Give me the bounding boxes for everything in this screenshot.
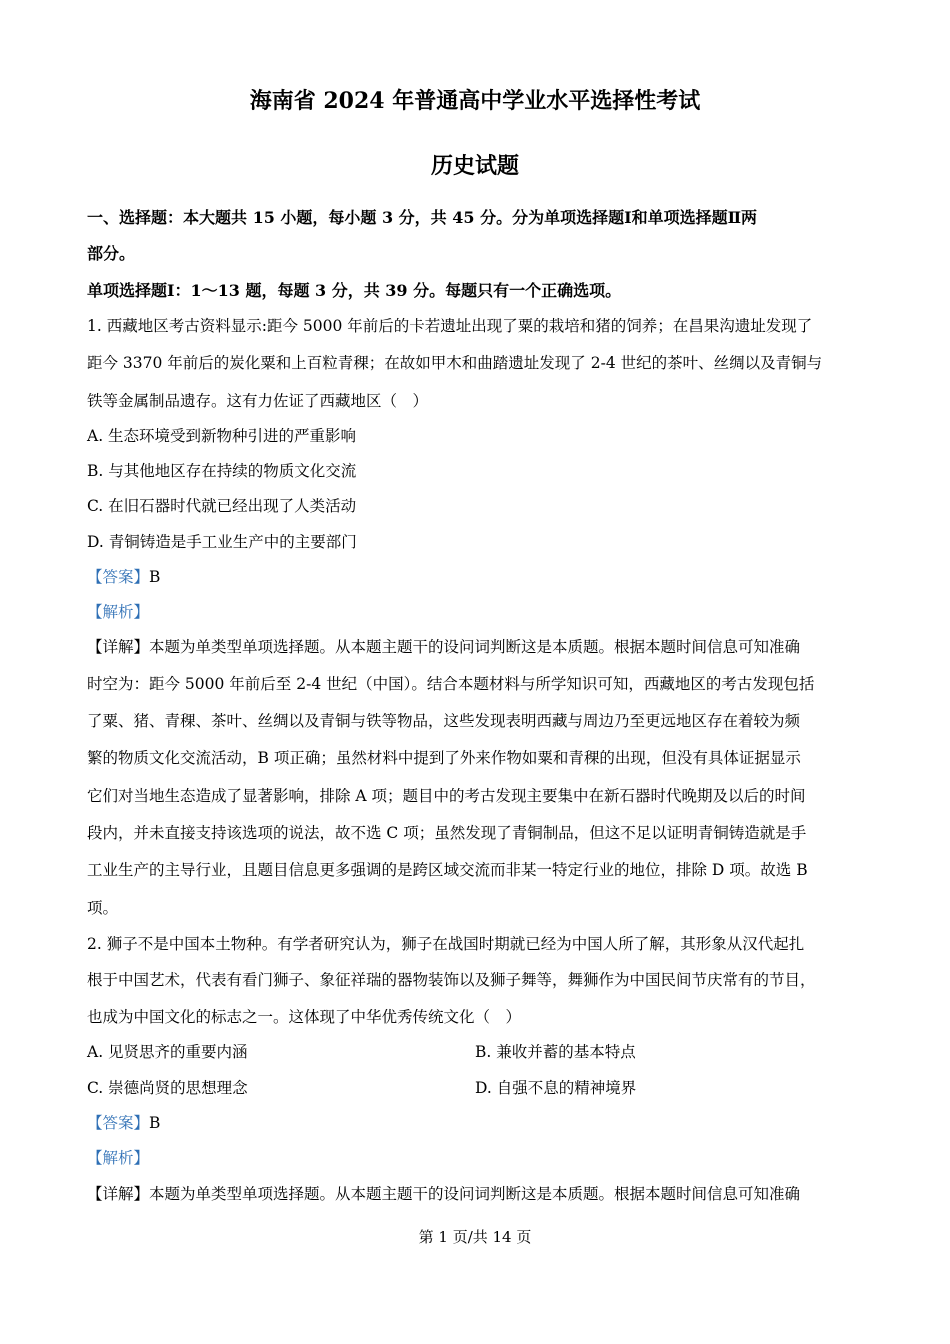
q2-option-d: D. 自强不息的精神境界	[475, 1079, 637, 1097]
q2-stem-line-3: 也成为中国文化的标志之一。这体现了中华优秀传统文化（ ）	[87, 1008, 522, 1026]
q2-answer	[87, 1111, 160, 1133]
q1-detail-line-7: 工业生产的主导行业，且题目信息更多强调的是跨区域交流而非某一特定行业的地位，排除 D 项。故选 B	[87, 861, 808, 879]
q1-answer	[87, 565, 160, 587]
detail-text: 本题为单类型单项选择题。从本题主题干的设问词判断这是本质题。根据本题时间信息可知准确	[149, 1185, 801, 1203]
q1-detail-line-5: 它们对当地生态造成了显著影响，排除 A 项；题目中的考古发现主要集中在新石器时代晚期及以后的时间	[87, 787, 806, 805]
page-footer: 第 1 页/共 14 页	[418, 1228, 532, 1246]
q2-analysis-tag: 【解析】	[87, 1149, 150, 1167]
q2-option-a: A. 见贤思齐的重要内涵	[87, 1043, 248, 1061]
q1-option-b: B. 与其他地区存在持续的物质文化交流	[87, 462, 357, 480]
q1-detail-line-2: 时空为：距今 5000 年前后至 2-4 世纪（中国）。结合本题材料与所学知识可知，西藏地区的考古发现包括	[87, 675, 815, 693]
section-sub-heading: 单项选择题Ⅰ：1～13 题，每题 3 分，共 39 分。每题只有一个正确选项。	[87, 281, 622, 300]
q1-option-c: C. 在旧石器时代就已经出现了人类活动	[87, 497, 357, 515]
answer-value: B	[149, 1114, 161, 1132]
q1-option-d: D. 青铜铸造是手工业生产中的主要部门	[87, 533, 357, 551]
q1-detail-line-6: 段内，并未直接支持该选项的说法，故不选 C 项；虽然发现了青铜制品，但这不足以证明青铜铸造就是手	[87, 824, 807, 842]
q2-option-c: C. 崇德尚贤的思想理念	[87, 1079, 248, 1097]
section-heading-continued: 部分。	[87, 244, 136, 263]
subject-title: 历史试题	[430, 153, 519, 179]
q2-stem-line-2: 根于中国艺术，代表有看门狮子、象征祥瑞的器物装饰以及狮子舞等，舞狮作为中国民间节庆常有的节目，	[87, 971, 816, 989]
q1-analysis-tag: 【解析】	[87, 603, 150, 621]
q1-detail-line-3: 了粟、猪、青稞、茶叶、丝绸以及青铜与铁等物品，这些发现表明西藏与周边乃至更远地区存在着较为频	[87, 712, 801, 730]
section-heading: 一、选择题：本大题共 15 小题，每小题 3 分，共 45 分。分为单项选择题Ⅰ和单项选择题Ⅱ两	[87, 208, 758, 227]
q2-option-b: B. 兼收并蓄的基本特点	[475, 1043, 636, 1061]
q1-detail-line-1	[87, 635, 800, 657]
detail-tag: 【详解】	[87, 1185, 150, 1203]
q2-stem-line-1: 2. 狮子不是中国本土物种。有学者研究认为，狮子在战国时期就已经为中国人所了解，其形象从汉代起扎	[87, 935, 805, 953]
answer-tag: 【答案】	[87, 568, 150, 586]
q1-option-a: A. 生态环境受到新物种引进的严重影响	[87, 427, 357, 445]
q1-detail-line-8: 项。	[87, 899, 119, 917]
answer-value: B	[149, 568, 161, 586]
detail-tag: 【详解】	[87, 638, 150, 656]
detail-text: 本题为单类型单项选择题。从本题主题干的设问词判断这是本质题。根据本题时间信息可知准确	[149, 638, 801, 656]
q2-detail-line-1	[87, 1182, 800, 1204]
q1-detail-line-4: 繁的物质文化交流活动，B 项正确；虽然材料中提到了外来作物如粟和青稞的出现，但没有具体证据显示	[87, 749, 801, 767]
exam-title: 海南省 2024 年普通高中学业水平选择性考试	[249, 88, 701, 114]
q1-stem-line-2: 距今 3370 年前后的炭化粟和上百粒青稞；在故如甲木和曲踏遗址发现了 2-4 世纪的茶叶、丝绸以及青铜与	[87, 354, 823, 372]
q1-stem-line-1: 1. 西藏地区考古资料显示:距今 5000 年前后的卡若遗址出现了粟的栽培和猪的饲养；在昌果沟遗址发现了	[87, 317, 813, 335]
q1-stem-line-3: 铁等金属制品遗存。这有力佐证了西藏地区（ ）	[87, 392, 429, 410]
answer-tag: 【答案】	[87, 1114, 150, 1132]
